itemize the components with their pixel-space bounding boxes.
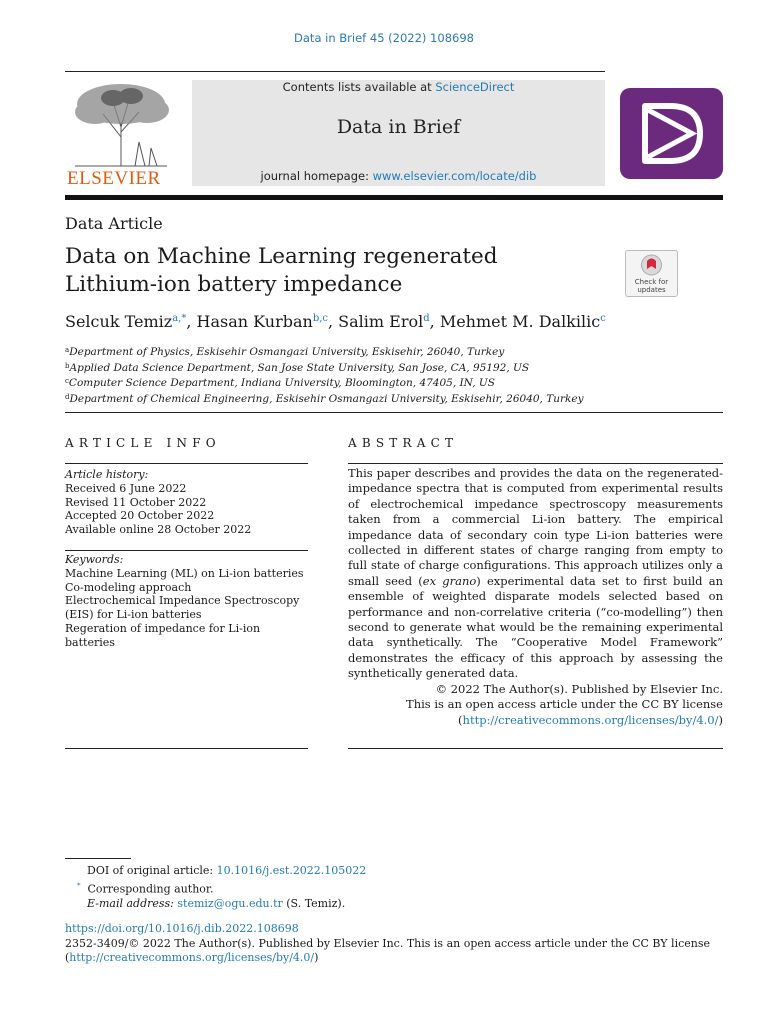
homepage-prefix: journal homepage: bbox=[260, 169, 373, 183]
doi-license-block bbox=[65, 922, 725, 966]
article-info-heading: ARTICLE INFO bbox=[65, 436, 221, 450]
affiliation-d: $^d$Department of Chemical Engineering, Eskisehir Osmangazi University, Eskisehir, 26040, Turkey bbox=[65, 393, 584, 406]
article-title bbox=[65, 243, 585, 299]
abstract-text: This paper describes and provides the data on the regenerated-impedance spectra that is computed from experimental results of electrochemical impedance spectroscopy measurements taken from a commercial Li-ion battery. The empirical impedance data of secondary coin type Li-ion batteries were collected in different states of charge ranging from empty to full state of charge configurations. This approach utilizes only a small seed (ex grano) experimental data set to first build an ensemble of weighted disparate models selected based on performance and non-correlative criteria (“co-modelling”) then second to generate what would be the remaining experimental data synthetically. The “Cooperative Model Framework” demonstrates the efficacy of this approach by assessing the synthetically generated data. bbox=[348, 466, 723, 681]
email-link[interactable]: stemiz@ogu.edu.tr bbox=[177, 896, 283, 910]
footnote-rule bbox=[65, 858, 131, 859]
abstract-license-link-line: (http://creativecommons.org/licenses/by/4.0/) bbox=[458, 712, 723, 727]
article-type: Data Article bbox=[65, 214, 163, 233]
article-info-rule-bottom bbox=[65, 748, 308, 749]
history-accepted: Accepted 20 October 2022 bbox=[65, 509, 215, 523]
sciencedirect-link[interactable]: ScienceDirect bbox=[435, 80, 515, 94]
keywords bbox=[65, 553, 310, 650]
license-statement: 2352-3409/© 2022 The Author(s). Published by Elsevier Inc. This is an open access article under the CC BY license bbox=[65, 936, 710, 950]
title-line-2: Lithium-ion battery impedance bbox=[65, 272, 403, 297]
email-note: E-mail address: stemiz@ogu.edu.tr (S. Temiz). bbox=[87, 896, 346, 910]
contents-line bbox=[192, 80, 605, 94]
doi-link[interactable]: https://doi.org/10.1016/j.dib.2022.108698 bbox=[65, 922, 299, 935]
author-3[interactable]: Salim Erol$^d$, bbox=[338, 312, 440, 331]
history-label: Article history: bbox=[65, 468, 149, 481]
check-for-updates-badge[interactable] bbox=[625, 250, 678, 297]
homepage-line bbox=[192, 169, 605, 183]
abstract-license-link[interactable]: http://creativecommons.org/licenses/by/4.0/ bbox=[462, 712, 719, 727]
affiliation-b: $^b$Applied Data Science Department, San Jose State University, San Jose, CA, 95192, US bbox=[65, 361, 530, 374]
author-1[interactable]: Selcuk Temiz$^{a,*}$, bbox=[65, 312, 197, 331]
journal-citation: Data in Brief 45 (2022) 108698 bbox=[294, 31, 474, 45]
footnotes bbox=[65, 864, 366, 911]
author-4[interactable]: Mehmet M. Dalkilic$^c$ bbox=[439, 312, 606, 331]
author-2[interactable]: Hasan Kurban$^{b,c}$, bbox=[196, 312, 339, 331]
homepage-link[interactable]: www.elsevier.com/locate/dib bbox=[372, 169, 537, 183]
keyword-5: Regeration of impedance for Li-ion batteries bbox=[65, 621, 261, 649]
article-history bbox=[65, 468, 251, 537]
section-rule bbox=[65, 412, 723, 413]
affiliations bbox=[65, 344, 584, 407]
journal-title: Data in Brief bbox=[336, 116, 461, 138]
license-link-line: (http://creativecommons.org/licenses/by/4.0/) bbox=[65, 951, 319, 965]
doi-original: DOI of original article: 10.1016/j.est.2022.105022 bbox=[87, 864, 367, 877]
history-online: Available online 28 October 2022 bbox=[65, 523, 252, 537]
abstract-copyright: © 2022 The Author(s). Published by Elsevier Inc. bbox=[435, 681, 723, 696]
keyword-3: Electrochemical Impedance Spectroscopy bbox=[65, 594, 300, 608]
abstract-license: This is an open access article under the CC BY license bbox=[406, 697, 723, 712]
keywords-label: Keywords: bbox=[65, 553, 124, 566]
affiliation-a: $^a$Department of Physics, Eskisehir Osmangazi University, Eskisehir, 26040, Turkey bbox=[65, 346, 505, 358]
author-list bbox=[65, 312, 606, 331]
publisher-wordmark: ELSEVIER bbox=[67, 168, 161, 189]
check-updates-label: Check for updates bbox=[634, 278, 669, 294]
keyword-1: Machine Learning (ML) on Li-ion batteries bbox=[65, 566, 304, 580]
keyword-2: Co-modeling approach bbox=[65, 580, 192, 594]
header-thick-rule bbox=[65, 195, 723, 200]
title-line-1: Data on Machine Learning regenerated bbox=[65, 244, 498, 269]
doi-original-link[interactable]: 10.1016/j.est.2022.105022 bbox=[216, 864, 367, 877]
license-link[interactable]: http://creativecommons.org/licenses/by/4.0/ bbox=[69, 951, 315, 965]
article-info-rule-mid bbox=[65, 550, 308, 551]
article-info-rule-top bbox=[65, 463, 308, 464]
history-revised: Revised 11 October 2022 bbox=[65, 495, 207, 509]
abstract-rule-bottom bbox=[348, 748, 723, 749]
abstract-body bbox=[348, 466, 723, 728]
abstract-rule-top bbox=[348, 463, 723, 464]
header-rule bbox=[65, 71, 605, 72]
corresponding-author-note: * Corresponding author. bbox=[77, 881, 214, 896]
contents-prefix: Contents lists available at bbox=[282, 80, 436, 94]
affiliation-c: $^c$Computer Science Department, Indiana University, Bloomington, 47405, IN, US bbox=[65, 377, 495, 390]
journal-cover-icon bbox=[620, 88, 723, 179]
keyword-4: (EIS) for Li-ion batteries bbox=[65, 608, 202, 622]
abstract-heading: ABSTRACT bbox=[348, 436, 459, 450]
history-received: Received 6 June 2022 bbox=[65, 481, 187, 495]
